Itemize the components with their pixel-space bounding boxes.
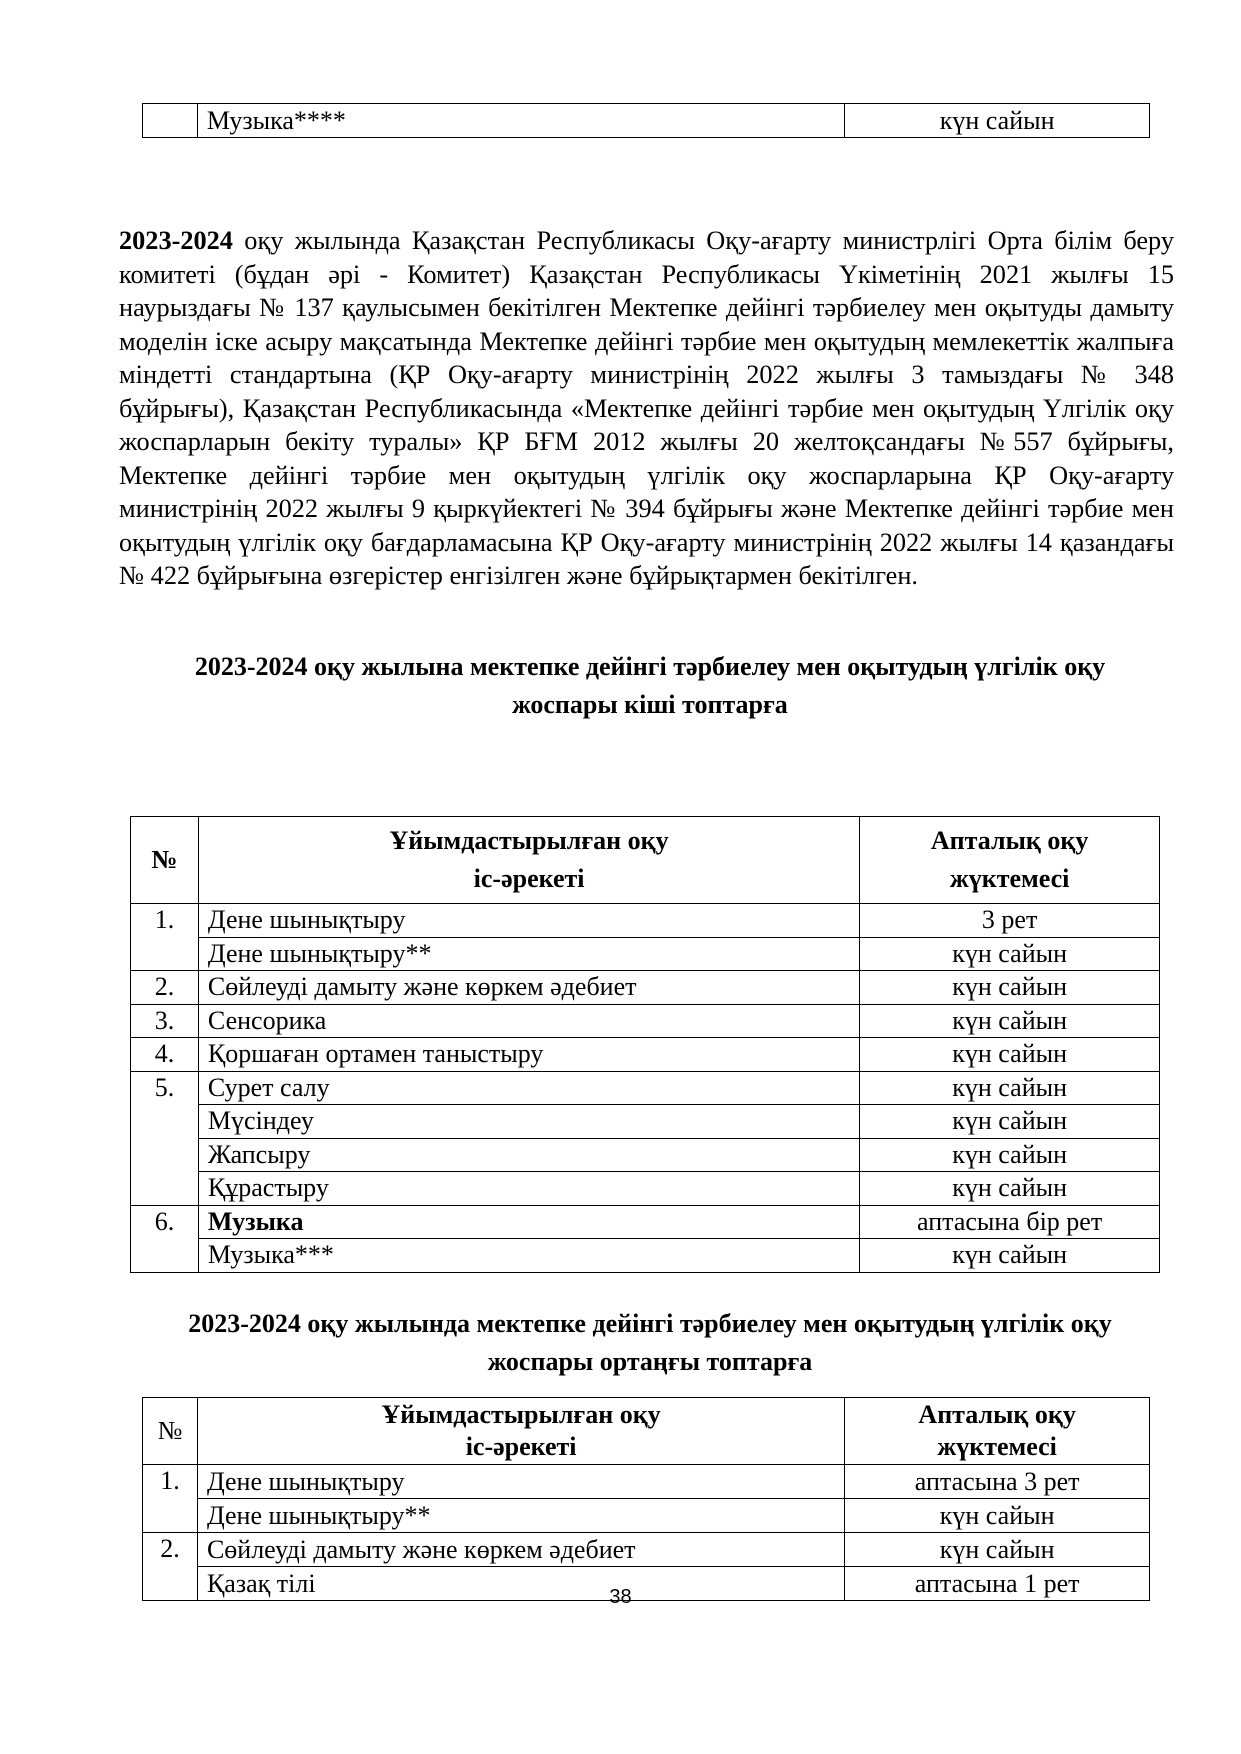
activity-cell: Дене шынықтыру** <box>198 937 859 971</box>
header-number: № <box>131 817 199 904</box>
load-cell: күн сайын <box>860 1038 1160 1072</box>
header-load-line1: Апталық оқу <box>918 1400 1076 1429</box>
header-activity-line2: іс-әрекеті <box>465 1432 577 1461</box>
header-load-line2: жүктемесі <box>937 1432 1057 1461</box>
load-cell: 3 рет <box>860 904 1160 938</box>
junior-groups-table <box>130 816 1160 1273</box>
activity-cell: Сөйлеуді дамыту және көркем әдебиет <box>198 971 859 1005</box>
section2-title-line2: жоспары ортаңғы топтарға <box>487 1347 813 1376</box>
header-load-line2: жүктемесі <box>949 864 1070 893</box>
activity-cell: Жапсыру <box>198 1138 859 1172</box>
table-row <box>131 1071 1160 1105</box>
table-row <box>143 1499 1150 1533</box>
table-header-row <box>143 1398 1150 1465</box>
load-cell: күн сайын <box>860 937 1160 971</box>
load-cell: аптасына 1 рет <box>845 1567 1150 1601</box>
table-row <box>143 1465 1150 1499</box>
section2-title <box>110 1305 1190 1381</box>
activity-cell: Музыка <box>198 1205 859 1239</box>
row-number: 6. <box>131 1205 199 1272</box>
load-cell: аптасына бір рет <box>860 1205 1160 1239</box>
activity-cell: Музыка**** <box>197 104 844 138</box>
top-continuation-table <box>142 103 1150 138</box>
load-cell: күн сайын <box>860 1071 1160 1105</box>
load-cell: күн сайын <box>860 1138 1160 1172</box>
header-load <box>860 817 1160 904</box>
load-cell: аптасына 3 рет <box>845 1465 1150 1499</box>
load-cell: күн сайын <box>845 1533 1150 1567</box>
load-cell: күн сайын <box>860 1004 1160 1038</box>
activity-cell: Мүсіндеу <box>198 1105 859 1139</box>
activity-cell: Сурет салу <box>198 1071 859 1105</box>
header-activity <box>197 1398 844 1465</box>
header-load <box>845 1398 1150 1465</box>
section1-title <box>110 648 1190 724</box>
row-number: 5. <box>131 1071 199 1205</box>
activity-cell: Дене шынықтыру** <box>197 1499 844 1533</box>
header-activity-line1: Ұйымдастырылған оқу <box>381 1400 661 1429</box>
table-row <box>131 937 1160 971</box>
table-row <box>131 1239 1160 1273</box>
table-row <box>131 1138 1160 1172</box>
intro-paragraph <box>119 224 1174 593</box>
header-activity <box>198 817 859 904</box>
header-activity-line2: іс-әрекеті <box>473 864 585 893</box>
section1-title-line2: жоспары кіші топтарға <box>512 690 788 719</box>
table-header-row <box>131 817 1160 904</box>
middle-groups-table <box>142 1397 1150 1601</box>
row-number: 3. <box>131 1004 199 1038</box>
row-number: 1. <box>131 904 199 971</box>
row-number <box>143 104 198 138</box>
load-cell: күн сайын <box>860 1239 1160 1273</box>
activity-cell: Сенсорика <box>198 1004 859 1038</box>
table-row <box>131 1004 1160 1038</box>
table-row <box>143 104 1150 138</box>
intro-year: 2023-2024 <box>119 226 233 255</box>
row-number: 4. <box>131 1038 199 1072</box>
load-cell: күн сайын <box>860 971 1160 1005</box>
page-number: 38 <box>609 1586 632 1608</box>
table-row <box>131 1205 1160 1239</box>
load-cell: күн сайын <box>845 1499 1150 1533</box>
table-row <box>131 904 1160 938</box>
table-row <box>131 1172 1160 1206</box>
table-row <box>131 1105 1160 1139</box>
row-number: 2. <box>131 971 199 1005</box>
section1-title-line1: 2023-2024 оқу жылына мектепке дейінгі тәрбиелеу мен оқытудың үлгілік оқу <box>194 652 1106 681</box>
table-row <box>143 1533 1150 1567</box>
header-number: № <box>143 1398 198 1465</box>
row-number: 1. <box>143 1465 198 1533</box>
activity-cell: Қоршаған ортамен таныстыру <box>198 1038 859 1072</box>
table-row <box>131 1038 1160 1072</box>
activity-cell: Сөйлеуді дамыту және көркем әдебиет <box>197 1533 844 1567</box>
load-cell: күн сайын <box>860 1172 1160 1206</box>
header-activity-line1: Ұйымдастырылған оқу <box>389 826 669 855</box>
header-load-line1: Апталық оқу <box>930 826 1089 855</box>
activity-cell: Дене шынықтыру <box>197 1465 844 1499</box>
activity-cell: Құрастыру <box>198 1172 859 1206</box>
activity-cell: Музыка*** <box>198 1239 859 1273</box>
section2-title-line1: 2023-2024 оқу жылында мектепке дейінгі тәрбиелеу мен оқытудың үлгілік оқу <box>188 1309 1112 1338</box>
load-cell: күн сайын <box>845 104 1150 138</box>
intro-text: оқу жылында Қазақстан Республикасы Оқу-ағарту министрлігі Орта білім беру комитеті (бұдан әрі - Комитет) Қазақстан Республикасы Үкіметінің 2021 жылғы 15 наурыздағы № 137 қаулысымен бекітілген Мектепке дейінгі тәрбиелеу мен оқытуды дамыту моделін іске асыру мақсатында Мектепке дейінгі тәрбие мен оқытудың мемлекеттік жалпыға міндетті стандартына (ҚР Оқу-ағарту министрінің 2022 жылғы 3 тамыздағы № 348 бұйрығы), Қазақстан Республикасында «Мектепке дейінгі тәрбие мен оқытудың Үлгілік оқу жоспарларын бекіту туралы» ҚР БҒМ 2012 жылғы 20 желтоқсандағы №557 бұйрығы, Мектепке дейінгі тәрбие мен оқытудың үлгілік оқу жоспарларына ҚР Оқу-ағарту министрінің 2022 жылғы 9 қыркүйектегі № 394 бұйрығы және Мектепке дейінгі тәрбие мен оқытудың үлгілік оқу бағдарламасына ҚР Оқу-ағарту министрінің 2022 жылғы 14 қазандағы № 422 бұйрығына өзгерістер енгізілген және бұйрықтармен бекітілген. <box>119 226 1174 590</box>
activity-cell: Дене шынықтыру <box>198 904 859 938</box>
row-number: 2. <box>143 1533 198 1601</box>
activity-cell: Қазақ тілі <box>197 1567 844 1601</box>
table-row <box>131 971 1160 1005</box>
load-cell: күн сайын <box>860 1105 1160 1139</box>
